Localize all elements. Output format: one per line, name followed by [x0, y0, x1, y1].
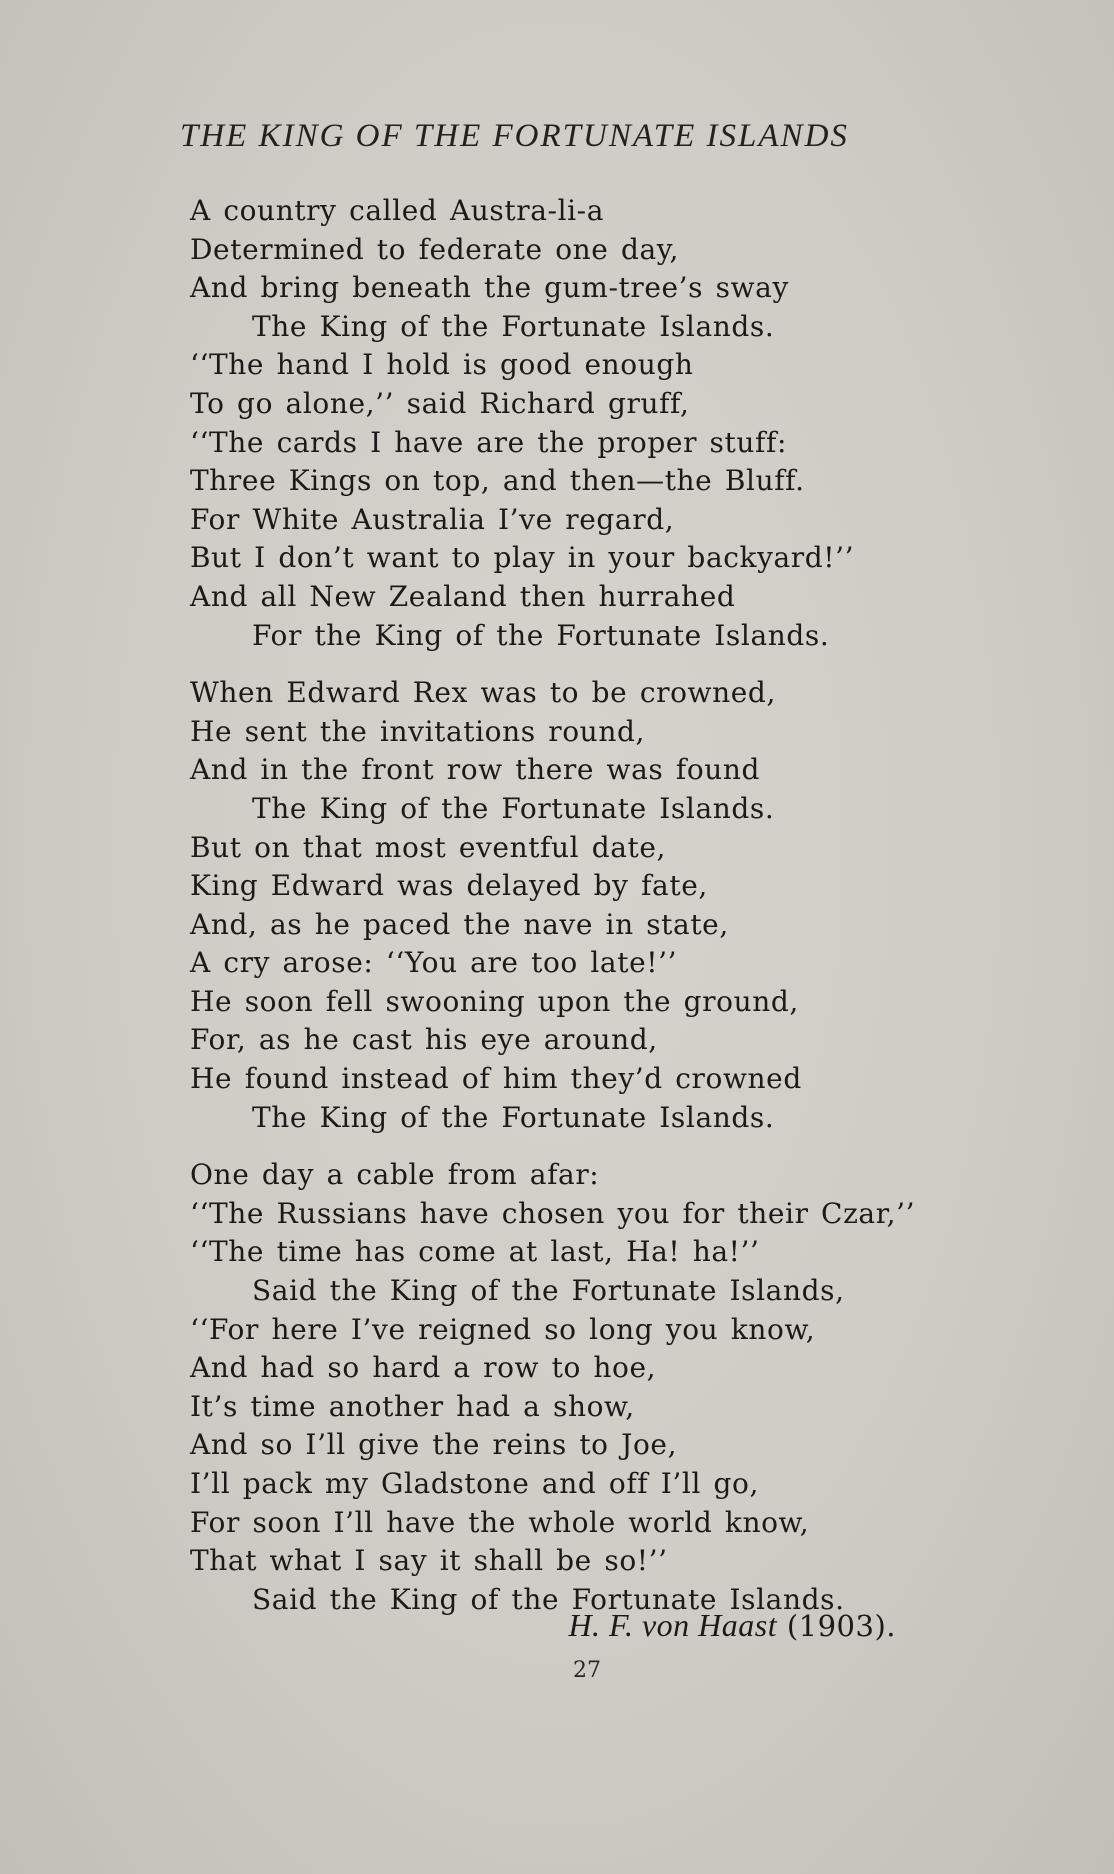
poem-line: ‘‘The time has come at last, Ha! ha!’’: [190, 1235, 760, 1269]
poem-line: For, as he cast his eye around,: [190, 1023, 658, 1057]
poem-line: To go alone,’’ said Richard gruff,: [190, 386, 690, 420]
poem-line: But on that most eventful date,: [190, 830, 667, 864]
poem-line: A cry arose: ‘‘You are too late!’’: [190, 946, 678, 980]
poem-line: ‘‘The cards I have are the proper stuff:: [190, 425, 787, 459]
refrain-line: The King of the Fortunate Islands.: [252, 309, 775, 343]
stanza: [190, 674, 1050, 1137]
poem: [190, 192, 1050, 1619]
refrain-line: The King of the Fortunate Islands.: [252, 1100, 775, 1134]
poem-line: And all New Zealand then hurrahed: [190, 579, 736, 613]
poem-line: When Edward Rex was to be crowned,: [190, 676, 776, 710]
poem-line: For White Australia I’ve regard,: [190, 502, 675, 536]
running-head: THE KING OF THE FORTUNATE ISLANDS: [180, 118, 849, 154]
poem-line: A country called Austra-li-a: [190, 194, 605, 227]
poem-line: For soon I’ll have the whole world know,: [190, 1505, 810, 1539]
attribution: [568, 1607, 896, 1644]
page-number-container: [0, 1658, 1114, 1683]
stanza: [190, 1156, 1050, 1619]
poem-line: ‘‘The hand I hold is good enough: [190, 348, 694, 382]
poem-line: That what I say it shall be so!’’: [190, 1544, 668, 1578]
attribution-author: H. F. von Haast: [568, 1607, 778, 1643]
poem-line: He found instead of him they’d crowned: [190, 1062, 802, 1096]
refrain-line: The King of the Fortunate Islands.: [252, 791, 775, 825]
poem-line: And, as he paced the nave in state,: [190, 907, 729, 941]
poem-line: ‘‘For here I’ve reigned so long you know,: [190, 1312, 816, 1346]
poem-line: Determined to federate one day,: [190, 232, 679, 266]
poem-line: King Edward was delayed by fate,: [190, 869, 708, 903]
attribution-year: (1903).: [786, 1609, 896, 1643]
refrain-line: Said the King of the Fortunate Islands.: [252, 1582, 845, 1616]
poem-line: But I don’t want to play in your backyard!’’: [190, 541, 855, 575]
poem-line: He sent the invitations round,: [190, 714, 645, 748]
poem-line: Three Kings on top, and then—the Bluff.: [190, 464, 805, 498]
stanza: [190, 192, 1050, 655]
poem-line: ‘‘The Russians have chosen you for their Czar,’’: [190, 1196, 916, 1230]
poem-line: And so I’ll give the reins to Joe,: [190, 1428, 678, 1462]
refrain-line: Said the King of the Fortunate Islands,: [252, 1274, 845, 1308]
poem-line: And bring beneath the gum-tree’s sway: [190, 271, 789, 305]
poem-line: He soon fell swooning upon the ground,: [190, 984, 799, 1018]
poem-line: It’s time another had a show,: [190, 1389, 635, 1423]
poem-line: One day a cable from afar:: [190, 1158, 600, 1192]
refrain-line: For the King of the Fortunate Islands.: [252, 618, 830, 652]
poem-line: And had so hard a row to hoe,: [190, 1351, 657, 1385]
page-number: 27: [573, 1658, 601, 1683]
poem-line: I’ll pack my Gladstone and off I’ll go,: [190, 1467, 760, 1500]
poem-line: And in the front row there was found: [190, 753, 761, 787]
